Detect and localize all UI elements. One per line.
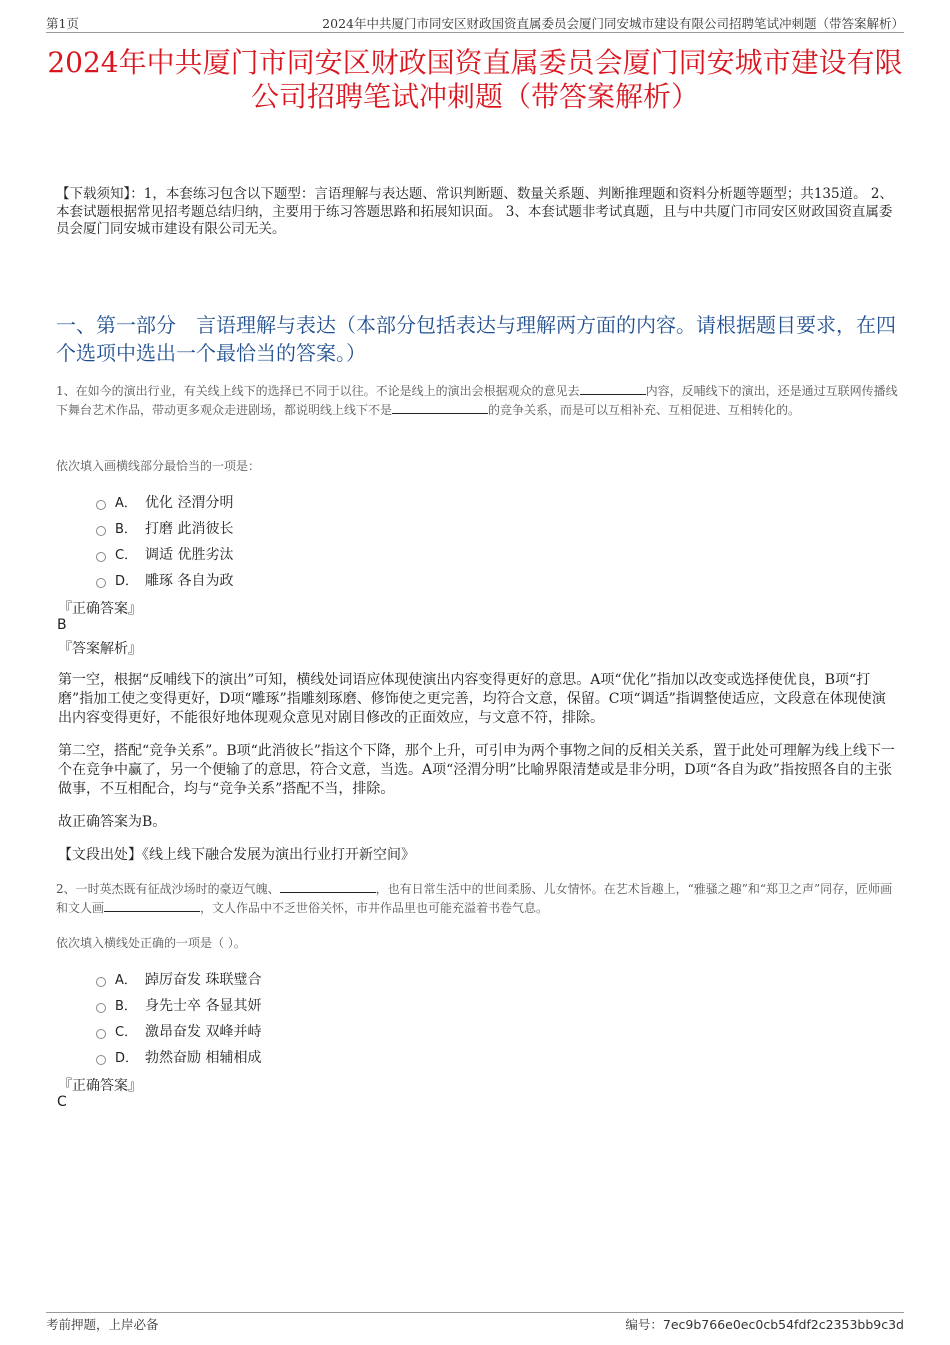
question-2-option-d[interactable]: D． 勃然奋励 相辅相成 [96, 1047, 261, 1067]
passage-source: 【文段出处】《线上线下融合发展为演出行业打开新空间》 [58, 847, 415, 863]
question-1-stem [56, 382, 902, 420]
blank-line [580, 382, 646, 395]
radio-icon[interactable] [96, 1055, 106, 1065]
analysis-paragraph-2: 第二空，搭配“竞争关系”。B项“此消彼长”指这个下降，那个上升，可引申为两个事物之间的反相关关系，置于此处可理解为线上线下一个在竞争中赢了，另一个便输了的意思，符合文意，当选。A项“泾渭分明”比喻界限清楚或是非分明，D项“各自为政”指按照各自的主张做事，不互相配合，均与“竞争关系”搭配不当，排除。 [58, 743, 895, 797]
question-1-option-d[interactable]: D． 雕琢 各自为政 [96, 570, 233, 590]
radio-icon[interactable] [96, 500, 106, 510]
question-1-text-a: 1、在如今的演出行业，有关线上线下的选择已不同于以往。不论是线上的演出会根据观众的意见去 [56, 384, 580, 398]
radio-icon[interactable] [96, 552, 106, 562]
section-heading: 一、第一部分 言语理解与表达（本部分包括表达与理解两方面的内容。请根据题目要求，在四个选项中选出一个最恰当的答案。） [56, 313, 896, 365]
answer-value: B [57, 617, 67, 633]
blank-line [392, 401, 488, 414]
question-2-text-b: ，也有日常生活中的世间柔肠、儿女情怀。在艺术旨趣上，“雅骚之趣”和“郑卫之声”同存，匠师画和文人画 [56, 882, 893, 915]
answer-value: C [57, 1094, 67, 1110]
header-doc-title: 2024年中共厦门市同安区财政国资直属委员会厦门同安城市建设有限公司招聘笔试冲刺题（带答案解析） [322, 16, 904, 31]
question-1-option-b[interactable]: B． 打磨 此消彼长 [96, 518, 233, 538]
document-title: 2024年中共厦门市同安区财政国资直属委员会厦门同安城市建设有限公司招聘笔试冲刺题（带答案解析） [47, 46, 903, 113]
analysis-conclusion: 故正确答案为B。 [58, 814, 167, 830]
question-1-text-b: 内容，反哺线下的演出，还是通过互联网传播线下舞台艺术作品，带动更多观众走进剧场，都说明线上线下不是 [56, 384, 898, 417]
question-2-option-c[interactable]: C． 激昂奋发 双峰并峙 [96, 1021, 261, 1041]
footer-code: 编号：7ec9b766e0ec0cb54fdf2c2353bb9c3d [625, 1317, 904, 1332]
question-1-text-c: 的竞争关系，而是可以互相补充、互相促进、互相转化的。 [488, 403, 801, 417]
question-2-text-a: 2、一时英杰既有征战沙场时的豪迈气魄、 [56, 882, 280, 896]
page-header [46, 14, 904, 33]
question-2-prompt: 依次填入横线处正确的一项是（ ）。 [56, 936, 246, 950]
page-footer [46, 1312, 904, 1333]
blank-line [104, 899, 200, 912]
question-1-option-a[interactable]: A． 优化 泾渭分明 [96, 492, 233, 512]
radio-icon[interactable] [96, 578, 106, 588]
analysis-label: 『答案解析』 [58, 641, 142, 657]
radio-icon[interactable] [96, 1003, 106, 1013]
question-1-option-c[interactable]: C． 调适 优胜劣汰 [96, 544, 233, 564]
footer-slogan: 考前押题，上岸必备 [46, 1317, 159, 1332]
question-2-text-c: ，文人作品中不乏世俗关怀，市井作品里也可能充溢着书卷气息。 [200, 901, 549, 915]
radio-icon[interactable] [96, 977, 106, 987]
doc-code: 7ec9b766e0ec0cb54fdf2c2353bb9c3d [662, 1317, 904, 1332]
radio-icon[interactable] [96, 526, 106, 536]
question-2-stem [56, 880, 902, 918]
blank-line [280, 880, 376, 893]
question-2-option-a[interactable]: A． 踔厉奋发 珠联璧合 [96, 969, 261, 989]
analysis-paragraph-1: 第一空，根据“反哺线下的演出”可知，横线处词语应体现使演出内容变得更好的意思。A项“优化”指加以改变或选择使优良，B项“打磨”指加工使之变得更好，D项“雕琢”指雕刻琢磨、修饰使之更完善，均符合文意，保留。C项“调适”指调整使适应，文段意在体现使演出内容变得更好，不能很好地体现观众意见对剧目修改的正面效应，与文意不符，排除。 [58, 672, 886, 726]
answer-label: 『正确答案』 [58, 1078, 142, 1094]
question-2-option-b[interactable]: B． 身先士卒 各显其妍 [96, 995, 261, 1015]
answer-label: 『正确答案』 [58, 601, 142, 617]
download-notice: 【下载须知】：1，本套练习包含以下题型：言语理解与表达题、常识判断题、数量关系题、判断推理题和资料分析题等题型；共135道。 2、本套试题根据常见招考题总结归纳，主要用于练习答题思路和拓展知识面。 3、本套试题非考试真题，且与中共厦门市同安区财政国资直属委员会厦门同安城市建设有限公司无关。 [56, 186, 893, 237]
question-1-prompt: 依次填入画横线部分最恰当的一项是： [56, 459, 261, 473]
page-number: 第1页 [46, 16, 79, 31]
radio-icon[interactable] [96, 1029, 106, 1039]
